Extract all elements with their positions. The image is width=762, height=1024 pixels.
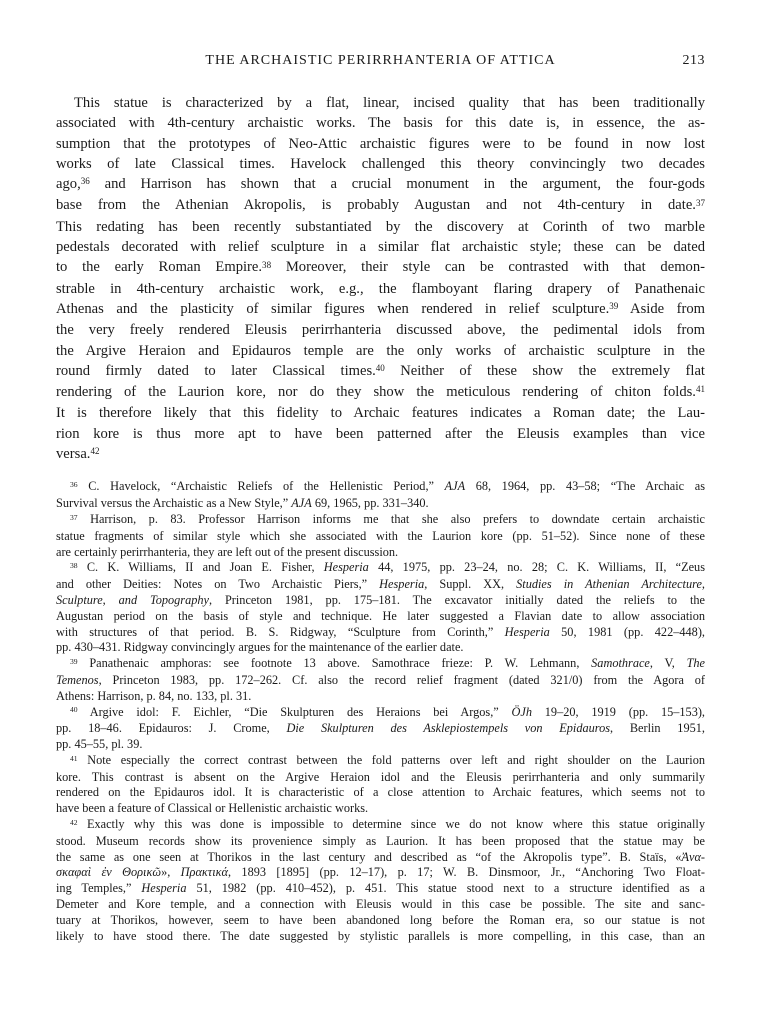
text-segment: Augustan period on the basis of style and technique. He later suggested a Flavian date to allow association bbox=[56, 608, 705, 623]
text-segment: and Harrison has shown that a crucial monument in the argument, the four-gods bbox=[89, 176, 705, 193]
footnote-ref: 39 bbox=[70, 656, 78, 666]
text-segment: Exactly why this was done is impossible to determine since we do not know where this statue originally bbox=[77, 817, 705, 832]
italic-text: Studies in Athenian Architecture, bbox=[516, 577, 705, 592]
footnote-ref: 39 bbox=[609, 301, 619, 312]
text-segment: 68, 1964, pp. 43–58; “The Archaic as bbox=[465, 479, 705, 494]
footnote-ref: 40 bbox=[375, 363, 385, 374]
page-title: THE ARCHAISTIC PERIRRHANTERIA OF ATTICA bbox=[205, 53, 556, 68]
text-segment: Athenas and the plasticity of similar figures when rendered in relief sculpture. bbox=[56, 300, 610, 317]
footnote-line bbox=[56, 656, 705, 673]
text-segment: , 1893 [1895] (pp. 12–17), p. 17; W. B. Dinsmoor, Jr., “Anchoring Two Float- bbox=[227, 865, 706, 880]
footnote-line bbox=[56, 545, 705, 561]
text-segment: Moreover, their style can be contrasted with that demon- bbox=[271, 259, 706, 276]
text-segment: kore. This contrast is absent on the Argive Heraion idol and the Eleusis perirrhanteria and only summarily bbox=[56, 769, 705, 784]
footnote-line bbox=[56, 577, 705, 593]
italic-text: Hesperia bbox=[504, 624, 550, 639]
text-segment: , Berlin 1951, bbox=[610, 721, 705, 736]
body-line bbox=[56, 113, 705, 133]
text-segment: Panathenaic amphoras: see footnote 13 above. Samothrace frieze: P. W. Lehmann, bbox=[77, 656, 592, 671]
footnote-line bbox=[56, 529, 705, 545]
text-segment: , Suppl. XX, bbox=[424, 577, 517, 592]
text-segment: rion kore is thus more apt to have been patterned after the Eleusis examples than vice bbox=[56, 425, 705, 442]
text-segment: 44, 1975, pp. 23–24, no. 28; C. K. Williams, II, “Zeus bbox=[368, 560, 705, 575]
text-segment: tuary at Thorikos, however, seem to have been abandoned long before the Roman era, so our statue is not bbox=[56, 912, 705, 927]
body-line bbox=[56, 444, 705, 465]
text-segment: works of late Classical times. Havelock challenged this theory convincingly two decades bbox=[56, 155, 705, 172]
body-line bbox=[56, 361, 705, 382]
text-segment: C. Havelock, “Archaistic Reliefs of the Hellenistic Period,” bbox=[77, 479, 445, 494]
text-segment: pp. 45–55, pl. 39. bbox=[56, 737, 143, 752]
footnote-line bbox=[56, 479, 705, 496]
footnote-line bbox=[56, 881, 705, 897]
text-segment: rendering of the Laurion kore, nor do they show the meticulous rendering of chiton folds. bbox=[56, 384, 696, 401]
text-segment: associated with 4th-century archaistic works. The basis for this date is, in essence, the as- bbox=[56, 115, 705, 132]
text-segment: pp. 430–431. Ridgway convincingly argues for the maintenance of the earlier date. bbox=[56, 640, 464, 655]
page-number: 213 bbox=[682, 53, 705, 68]
footnote-ref: 41 bbox=[695, 384, 705, 395]
footnote-line bbox=[56, 560, 705, 577]
footnote-line bbox=[56, 770, 705, 786]
body-line bbox=[56, 403, 705, 423]
text-segment: are certainly perirrhanteria, they are left out of the present discussion. bbox=[56, 544, 399, 559]
footnote-line bbox=[56, 496, 705, 512]
body-line bbox=[56, 237, 705, 257]
text-segment: statue fragments of similar style which she associated with the Laurion kore (pp. 51–52). Since none of these bbox=[56, 528, 705, 543]
footnote-line bbox=[56, 609, 705, 625]
text-segment: Aside from bbox=[618, 300, 705, 317]
text-segment: », bbox=[161, 865, 181, 880]
text-segment: ago, bbox=[56, 176, 81, 193]
footnote-line bbox=[56, 929, 705, 945]
footnote-line bbox=[56, 640, 705, 656]
text-segment: Athens: Harrison, p. 84, no. 133, pl. 31. bbox=[56, 688, 252, 703]
footnote-ref: 38 bbox=[70, 561, 78, 571]
text-segment: Note especially the correct contrast between the fold patterns over left and right shoulder on the Laurion bbox=[77, 752, 705, 767]
running-header bbox=[56, 52, 705, 70]
footnotes-section bbox=[56, 479, 705, 944]
text-segment: likely to have stood there. The date suggested by stylistic parallels is more compelling, in this case, than an bbox=[56, 928, 705, 943]
footnote-line bbox=[56, 913, 705, 929]
footnote-line bbox=[56, 785, 705, 801]
footnote-line bbox=[56, 673, 705, 689]
body-paragraph bbox=[56, 93, 705, 465]
text-segment: versa. bbox=[56, 446, 91, 463]
footnote-line bbox=[56, 705, 705, 722]
body-line bbox=[56, 154, 705, 174]
text-segment: This redating has been recently substantiated by the discovery at Corinth of two marble bbox=[56, 218, 705, 235]
italic-text: σκαφαὶ ἐν Θορικῶ bbox=[56, 865, 162, 880]
italic-text: Die Skulpturen des Asklepiostempels von Epidauros bbox=[286, 721, 611, 736]
footnote-ref: 38 bbox=[262, 259, 272, 270]
text-segment: C. K. Williams, II and Joan E. Fisher, bbox=[77, 560, 324, 575]
text-segment: ing Temples,” bbox=[56, 881, 142, 896]
italic-text: AJA bbox=[291, 496, 312, 511]
footnote-ref: 37 bbox=[695, 197, 705, 208]
text-segment: and other Deities: Notes on Two Archaistic Piers,” bbox=[56, 577, 380, 592]
page-content bbox=[56, 0, 705, 944]
text-segment: Demeter and Kore temple, and a connection with Eleusis would in this case be possible. The site and sanc- bbox=[56, 897, 705, 912]
text-segment: 19–20, 1919 (pp. 15–153), bbox=[532, 704, 706, 719]
body-line bbox=[56, 341, 705, 361]
text-segment: Harrison, p. 83. Professor Harrison informs me that she also prefers to downdate certain archaistic bbox=[77, 511, 705, 526]
footnote-line bbox=[56, 721, 705, 737]
text-segment: the very freely rendered Eleusis perirrhanteria discussed above, the pedimental idols from bbox=[56, 322, 705, 339]
body-line bbox=[56, 174, 705, 195]
text-segment: Survival versus the Archaistic as a New Style,” bbox=[56, 496, 292, 511]
footnote-line bbox=[56, 897, 705, 913]
footnote-line bbox=[56, 753, 705, 770]
footnote-ref: 42 bbox=[90, 446, 100, 457]
text-segment: , Princeton 1983, pp. 172–262. Cf. also the record relief fragment (dated 321/0) from the Agora of bbox=[98, 672, 705, 687]
text-segment: 69, 1965, pp. 331–340. bbox=[311, 496, 429, 511]
footnote-line bbox=[56, 737, 705, 753]
text-segment: the same as one seen at Thorikos in the last century and described as “of the Akropolis type”. B. Staïs, « bbox=[56, 849, 682, 864]
text-segment: pp. 18–46. Epidauros: J. Crome, bbox=[56, 721, 287, 736]
text-segment: round firmly dated to later Classical times. bbox=[56, 362, 376, 379]
footnote-line bbox=[56, 689, 705, 705]
italic-text: Sculpture, and Topography bbox=[56, 592, 209, 607]
footnote-ref: 42 bbox=[70, 817, 78, 827]
text-segment: 51, 1982 (pp. 410–452), p. 451. This statue stood next to a structure identified as a bbox=[186, 881, 706, 896]
text-segment: Neither of these show the extremely flat bbox=[384, 362, 705, 379]
body-line bbox=[56, 93, 705, 113]
footnote-ref: 37 bbox=[70, 512, 78, 522]
body-line bbox=[56, 320, 705, 340]
text-segment: with structures of that period. B. S. Ridgway, “Sculpture from Corinth,” bbox=[56, 624, 505, 639]
text-segment: pedestals decorated with relief sculpture in a similar flat archaistic style; these can be dated bbox=[56, 239, 705, 256]
italic-text: AJA bbox=[444, 479, 466, 494]
body-line bbox=[56, 217, 705, 237]
footnote-line bbox=[56, 865, 705, 881]
text-segment: stood. Museum records show its provenience simply as Laurion. It has been proposed that the statue may be bbox=[56, 833, 705, 848]
text-segment: have been a feature of Classical or Hellenistic archaistic works. bbox=[56, 801, 369, 816]
body-line bbox=[56, 279, 705, 299]
text-segment: the Argive Heraion and Epidauros temple are the only works of archaistic sculpture in the bbox=[56, 342, 705, 359]
text-segment: strable in 4th-century archaistic work, e.g., the flamboyant flaring drapery of Panathenaic bbox=[56, 280, 705, 297]
body-line bbox=[56, 424, 705, 444]
italic-text: Temenos bbox=[56, 672, 99, 687]
footnote-ref: 41 bbox=[70, 753, 78, 763]
footnote-line bbox=[56, 801, 705, 817]
italic-text: Ἀνα- bbox=[681, 849, 705, 864]
text-segment: base from the Athenian Akropolis, is probably Augustan and not 4th-century in date. bbox=[56, 197, 696, 214]
text-segment: sumption that the prototypes of Neo-Attic archaistic figures were to be found in now lost bbox=[56, 135, 705, 152]
body-line bbox=[56, 134, 705, 154]
italic-text: Samothrace bbox=[591, 656, 650, 671]
body-line bbox=[56, 195, 705, 216]
footnote-ref: 36 bbox=[70, 480, 78, 490]
footnote-ref: 36 bbox=[80, 176, 90, 187]
body-line bbox=[56, 257, 705, 278]
text-segment: , V, bbox=[649, 656, 687, 671]
italic-text: Hesperia bbox=[323, 560, 369, 575]
text-segment: It is therefore likely that this fidelity to Archaic features indicates a Roman date; the Lau- bbox=[56, 405, 705, 422]
body-line bbox=[56, 299, 705, 320]
text-segment: , Princeton 1981, pp. 175–181. The excavator initially dated the reliefs to the bbox=[208, 592, 705, 607]
footnote-line bbox=[56, 625, 705, 641]
footnote-line bbox=[56, 512, 705, 529]
text-segment: This statue is characterized by a flat, linear, incised quality that has been traditionally bbox=[74, 95, 705, 111]
italic-text: Hesperia bbox=[141, 881, 187, 896]
text-segment: 50, 1981 (pp. 422–448), bbox=[549, 624, 705, 639]
footnote-line bbox=[56, 593, 705, 609]
italic-text: ÖJh bbox=[511, 704, 533, 719]
body-line bbox=[56, 382, 705, 403]
footnote-line bbox=[56, 850, 705, 866]
footnote-line bbox=[56, 817, 705, 834]
text-segment: Argive idol: F. Eichler, “Die Skulpturen des Heraions bei Argos,” bbox=[77, 704, 512, 719]
italic-text: Hesperia bbox=[379, 577, 425, 592]
text-segment: to the early Roman Empire. bbox=[56, 259, 263, 276]
italic-text: Πρακτικά bbox=[180, 865, 228, 880]
footnote-line bbox=[56, 834, 705, 850]
text-segment: rendered on the Epidauros idol. It is characteristic of a close attention to Archaic features, which seems not to bbox=[56, 785, 705, 800]
footnote-ref: 40 bbox=[70, 705, 78, 715]
italic-text: The bbox=[686, 656, 706, 671]
